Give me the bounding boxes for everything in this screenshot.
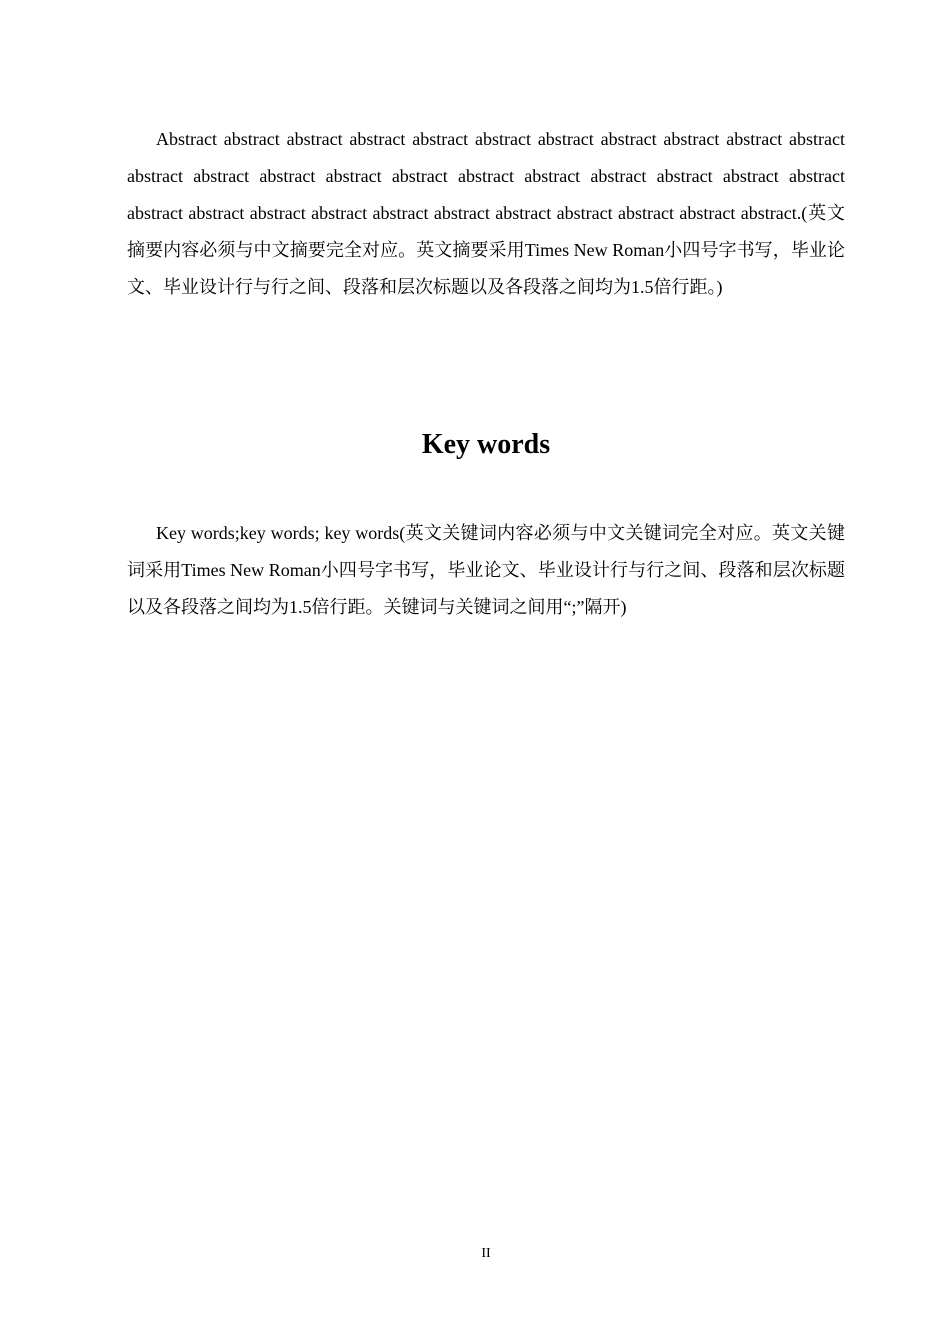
abstract-paragraph: Abstract abstract abstract abstract abstract abstract abstract abstract abstract abstract abstract abstract abstract abstract abstract abstract abstract abstract abstract abstract abstract abstract abstract abstract abstract abstract abstract abstract abstract abstract abstract abstract abstract.(英文摘要内容必须与中文摘要完全对应。英文摘要采用Times New Roman小四号字书写，毕业论文、毕业设计行与行之间、段落和层次标题以及各段落之间均为1.5倍行距。) bbox=[127, 129, 845, 297]
keywords-heading: Key words bbox=[421, 429, 551, 460]
page-number: II bbox=[481, 1246, 491, 1261]
keywords-paragraph: Key words;key words; key words(英文关键词内容必须与中文关键词完全对应。英文关键词采用Times New Roman小四号字书写，毕业论文、毕业设计行与行之间、段落和层次标题以及各段落之间均为1.5倍行距。关键词与关键词之间用“;”隔开) bbox=[127, 523, 845, 617]
